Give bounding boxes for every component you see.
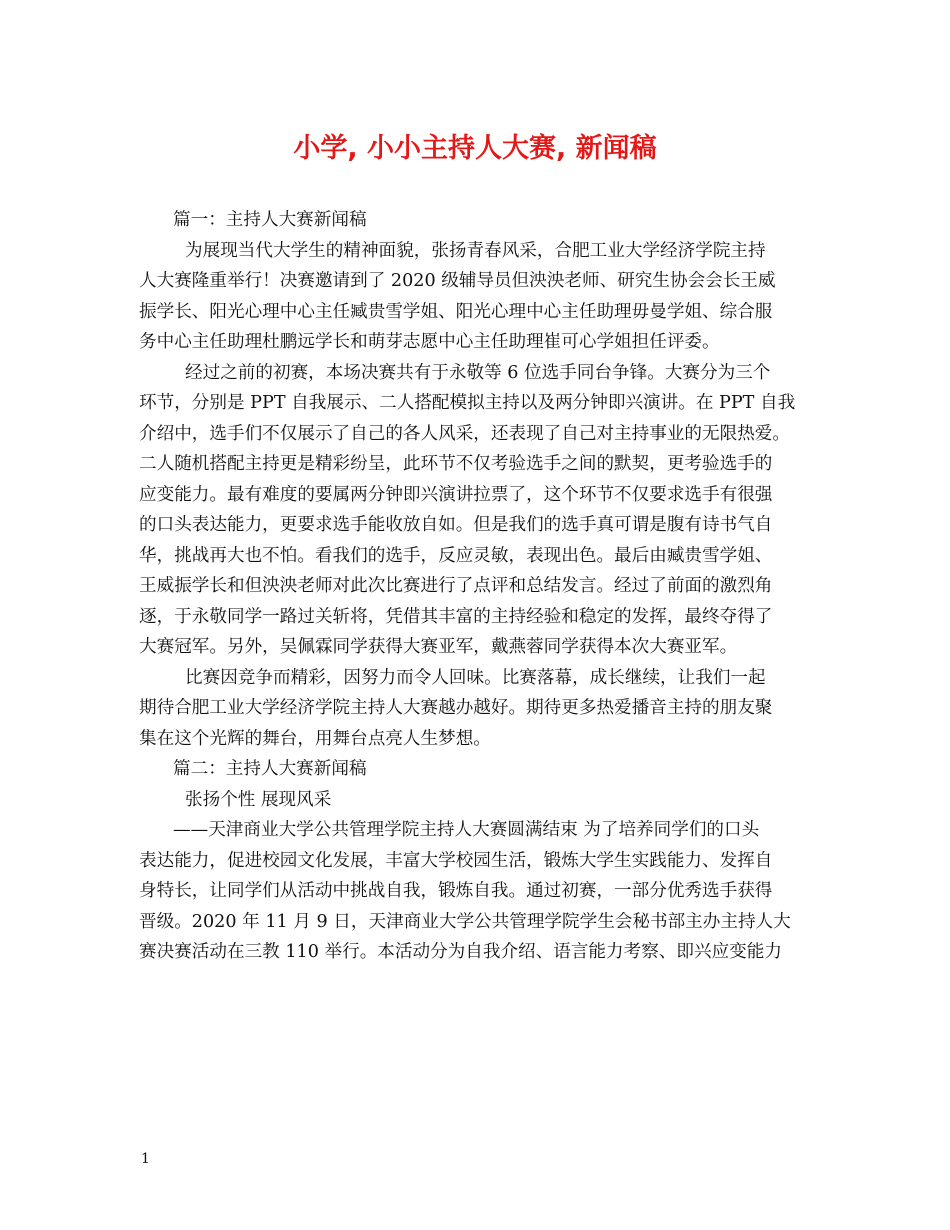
paragraph-line: 集在这个光辉的舞台，用舞台点亮人生梦想。 xyxy=(139,728,491,749)
paragraph-line: 介绍中，选手们不仅展示了自己的各人风采，还表现了自己对主持事业的无限热爱。 xyxy=(139,423,790,444)
paragraph-line: 的口头表达能力，更要求选手能收放自如。但是我们的选手真可谓是腹有诗书气自 xyxy=(139,515,773,535)
paragraph-line: 表达能力，促进校园文化发展，丰富大学校园生活，锻炼大学生实践能力、发挥自 xyxy=(139,850,773,871)
section-heading: 篇二：主持人大赛新闻稿 xyxy=(173,759,367,779)
paragraph-line: ——天津商业大学公共管理学院主持人大赛圆满结束 为了培养同学们的口头 xyxy=(173,820,760,840)
paragraph-line: 华，挑战再大也不怕。看我们的选手，反应灵敏，表现出色。最后由臧贵雪学姐、 xyxy=(139,545,773,566)
section-heading: 篇一：主持人大赛新闻稿 xyxy=(173,210,367,230)
paragraph-line: 身特长，让同学们从活动中挑战自我，锻炼自我。通过初赛，一部分优秀选手获得 xyxy=(139,881,773,901)
paragraph-line: 振学长、阳光心理中心主任臧贵雪学姐、阳光心理中心主任助理毋曼学姐、综合服 xyxy=(139,301,773,322)
paragraph-line: 期待合肥工业大学经济学院主持人大赛越办越好。期待更多热爱播音主持的朋友聚 xyxy=(139,698,773,718)
paragraph-line: 环节，分别是 PPT 自我展示、二人搭配模拟主持以及两分钟即兴演讲。在 PPT 自我 xyxy=(139,393,796,413)
paragraph-line: 经过之前的初赛，本场决赛共有于永敬等 6 位选手同台争锋。大赛分为三个 xyxy=(185,362,771,383)
paragraph-line: 晋级。2020 年 11 月 9 日，天津商业大学公共管理学院学生会秘书部主办主持人大 xyxy=(139,911,791,932)
paragraph-line: 比赛因竞争而精彩，因努力而令人回味。比赛落幕，成长继续，让我们一起 xyxy=(185,667,766,688)
paragraph-line: 王威振学长和但泱泱老师对此次比赛进行了点评和总结发言。经过了前面的激烈角 xyxy=(139,576,773,596)
paragraph-line: 务中心主任助理杜鹏远学长和萌芽志愿中心主任助理崔可心学姐担任评委。 xyxy=(139,332,720,352)
paragraph-line: 应变能力。最有难度的要属两分钟即兴演讲拉票了，这个环节不仅要求选手有很强 xyxy=(139,484,773,505)
paragraph-line: 人大赛隆重举行！决赛邀请到了 2020 级辅导员但泱泱老师、研究生协会会长王威 xyxy=(139,271,776,291)
paragraph-line: 逐，于永敬同学一路过关斩将，凭借其丰富的主持经验和稳定的发挥，最终夺得了 xyxy=(139,606,773,627)
document-body xyxy=(139,205,811,968)
paragraph-line: 赛决赛活动在三教 110 举行。本活动分为自我介绍、语言能力考察、即兴应变能力 xyxy=(139,942,782,962)
page-number: 1 xyxy=(141,1151,150,1167)
paragraph-line: 为展现当代大学生的精神面貌，张扬青春风采，合肥工业大学经济学院主持 xyxy=(185,240,766,261)
paragraph-line: 二人随机搭配主持更是精彩纷呈，此环节不仅考验选手之间的默契，更考验选手的 xyxy=(139,454,773,474)
document-title: 小学, 小小主持人大赛, 新闻稿 xyxy=(293,133,657,164)
paragraph-line: 大赛冠军。另外，吴佩霖同学获得大赛亚军，戴燕蓉同学获得本次大赛亚军。 xyxy=(139,637,738,657)
section-subtitle: 张扬个性 展现风采 xyxy=(185,789,332,810)
